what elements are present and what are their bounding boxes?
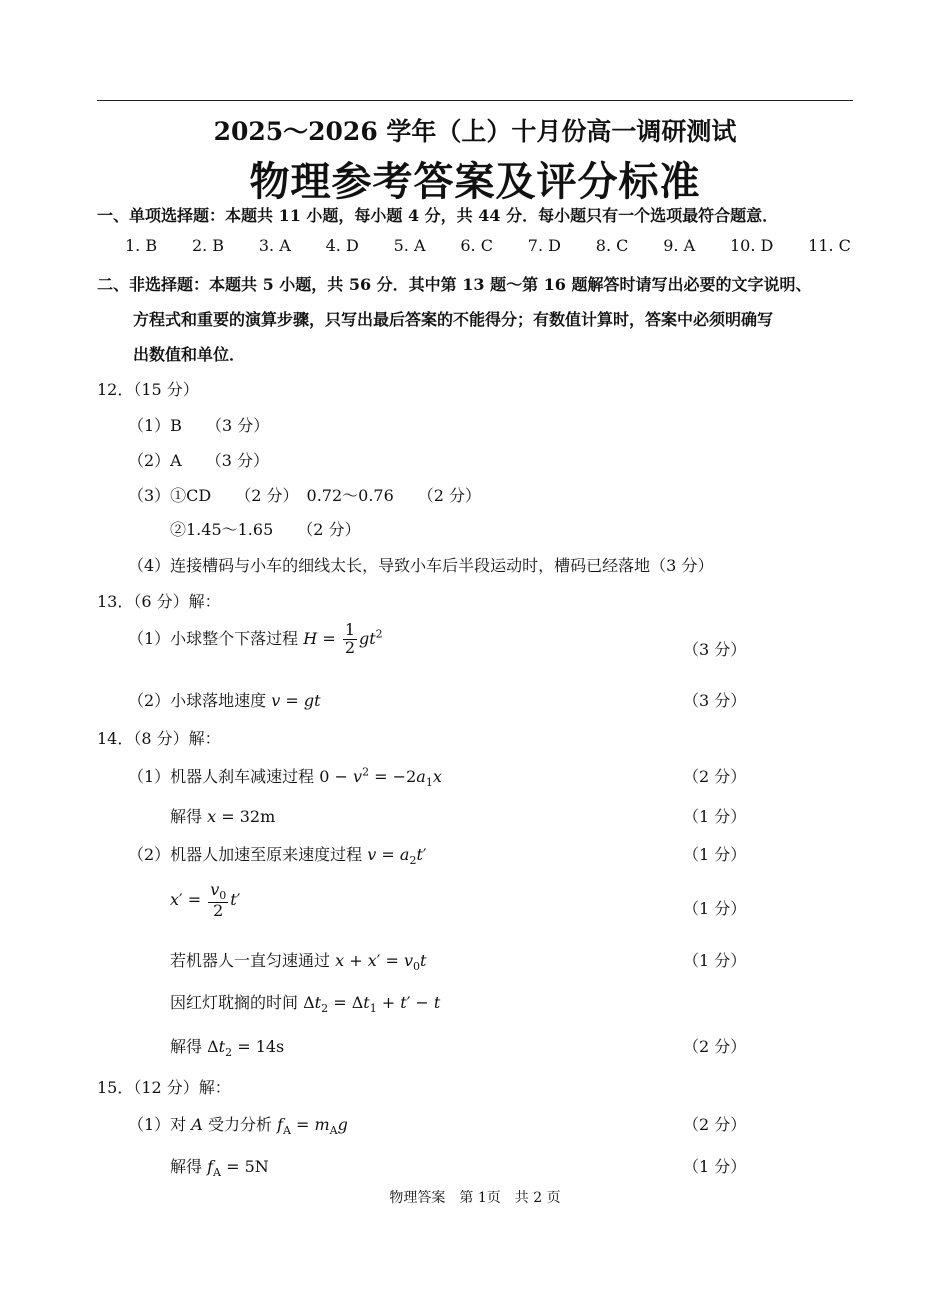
q12-heading: 12．（15 分）	[97, 380, 199, 399]
mcq-answer-list	[125, 236, 851, 255]
q13-line1	[128, 622, 383, 657]
header-rule	[97, 100, 853, 101]
q13-line2-text: （2）小球落地速度	[128, 691, 267, 710]
section2-heading-line2: 方程式和重要的演算步骤，只写出最后答案的不能得分；有数值计算时，答案中必须明确写	[133, 310, 774, 329]
q14-line4-points: （1 分）	[683, 899, 747, 918]
q13-line2-points: （3 分）	[683, 691, 747, 710]
q15-heading: 15．（12 分）解：	[97, 1078, 231, 1097]
q13-line2	[128, 688, 321, 711]
q15-line1-text2: 受力分析	[207, 1115, 272, 1134]
q14-line5-text: 若机器人一直匀速通过	[170, 951, 331, 970]
q14-formula-distance: x = 32m	[207, 807, 276, 826]
q12-answer-2: （2）A （3 分）	[128, 451, 270, 470]
q15-line2-points: （1 分）	[683, 1157, 747, 1176]
q14-formula-brake: $0 - v^2 = -2a_1x$	[319, 765, 442, 790]
q13-formula-velocity: v = gt	[271, 691, 321, 710]
page-footer: 物理答案 第 1页 共 2 页	[389, 1190, 561, 1206]
q15-line1-points: （2 分）	[683, 1115, 747, 1134]
page-title: 物理参考答案及评分标准	[249, 158, 701, 205]
mcq-answer: 9. A	[663, 236, 696, 255]
q15-line2-text: 解得	[170, 1157, 203, 1176]
q14-line2-points: （1 分）	[683, 807, 747, 826]
q14-formula-delay: $\Delta t_2 = \Delta t_1 + t' - t$	[303, 993, 441, 1016]
q14-line5-points: （1 分）	[683, 951, 747, 970]
q14-formula-uniform: $x + x' = v_0t$	[335, 951, 427, 974]
mcq-answer: 5. A	[393, 236, 426, 255]
q14-line5	[170, 948, 426, 973]
section2-heading-line3: 出数值和单位．	[133, 345, 246, 364]
q14-heading: 14．（8 分）解：	[97, 729, 221, 748]
q13-line1-text: （1）小球整个下落过程	[128, 628, 299, 648]
q14-line1	[128, 764, 442, 789]
q15-formula-friction: $f_A = m_Ag$	[277, 1115, 348, 1138]
q12-answer-4: （4）连接槽码与小车的细线太长，导致小车后半段运动时，槽码已经落地（3 分）	[128, 556, 714, 575]
q14-formula-result: $\Delta t_2 = 14s$	[207, 1037, 285, 1060]
exam-title: 2025～2026 学年（上）十月份高一调研测试	[213, 117, 737, 146]
q14-formula-accelerate: $v = a_2t'$	[367, 845, 427, 868]
mcq-answer: 3. A	[258, 236, 291, 255]
mcq-answer: 1. B	[125, 236, 158, 255]
q15-line2	[170, 1154, 269, 1179]
q15-line1-text: （1）对	[128, 1115, 187, 1134]
mcq-answer: 11. C	[808, 236, 851, 255]
q15-line1	[128, 1112, 348, 1137]
q14-line3-text: （2）机器人加速至原来速度过程	[128, 845, 363, 864]
q14-line1-text: （1）机器人刹车减速过程	[128, 767, 315, 786]
q14-line7-points: （2 分）	[683, 1037, 747, 1056]
mcq-answer: 2. B	[191, 236, 225, 255]
q14-line7-text: 解得	[170, 1037, 203, 1056]
mcq-answer: 6. C	[460, 236, 493, 255]
q13-line1-points: （3 分）	[683, 640, 747, 659]
q14-line2	[170, 804, 275, 827]
q14-line3	[128, 842, 427, 867]
q15-formula-result: $f_A = 5N$	[207, 1157, 269, 1180]
section2-heading-line1: 二、非选择题：本题共 5 小题，共 56 分．其中第 13 题～第 16 题解答时请写出必要的文字说明、	[97, 275, 812, 294]
q14-line7	[170, 1034, 284, 1059]
q12-answer-3b: ②1.45～1.65 （2 分）	[170, 520, 361, 539]
q13-formula-height: H = $\frac{1}{2}$ $gt^2$	[303, 620, 383, 657]
q12-answer-1: （1）B （3 分）	[128, 416, 270, 435]
q14-line6-text: 因红灯耽搁的时间	[170, 993, 299, 1012]
section1-heading: 一、单项选择题：本题共 11 小题，每小题 4 分，共 44 分．每小题只有一个选项最符合题意．	[97, 206, 779, 225]
q14-line1-points: （2 分）	[683, 767, 747, 786]
q14-line2-text: 解得	[170, 807, 203, 826]
q13-heading: 13．（6 分）解：	[97, 592, 221, 611]
q12-answer-3a: （3）①CD （2 分） 0.72～0.76 （2 分）	[128, 486, 482, 505]
mcq-answer: 10. D	[729, 236, 774, 255]
q14-formula-xprime: x′ = $\frac{v_0}{2}$ t′	[170, 880, 241, 920]
q14-line6	[170, 990, 440, 1015]
mcq-answer: 8. C	[595, 236, 629, 255]
mcq-answer: 4. D	[325, 236, 359, 255]
q14-line4	[170, 882, 240, 920]
mcq-answer: 7. D	[527, 236, 561, 255]
q14-line3-points: （1 分）	[683, 845, 747, 864]
q15-object-a: A	[191, 1115, 203, 1134]
